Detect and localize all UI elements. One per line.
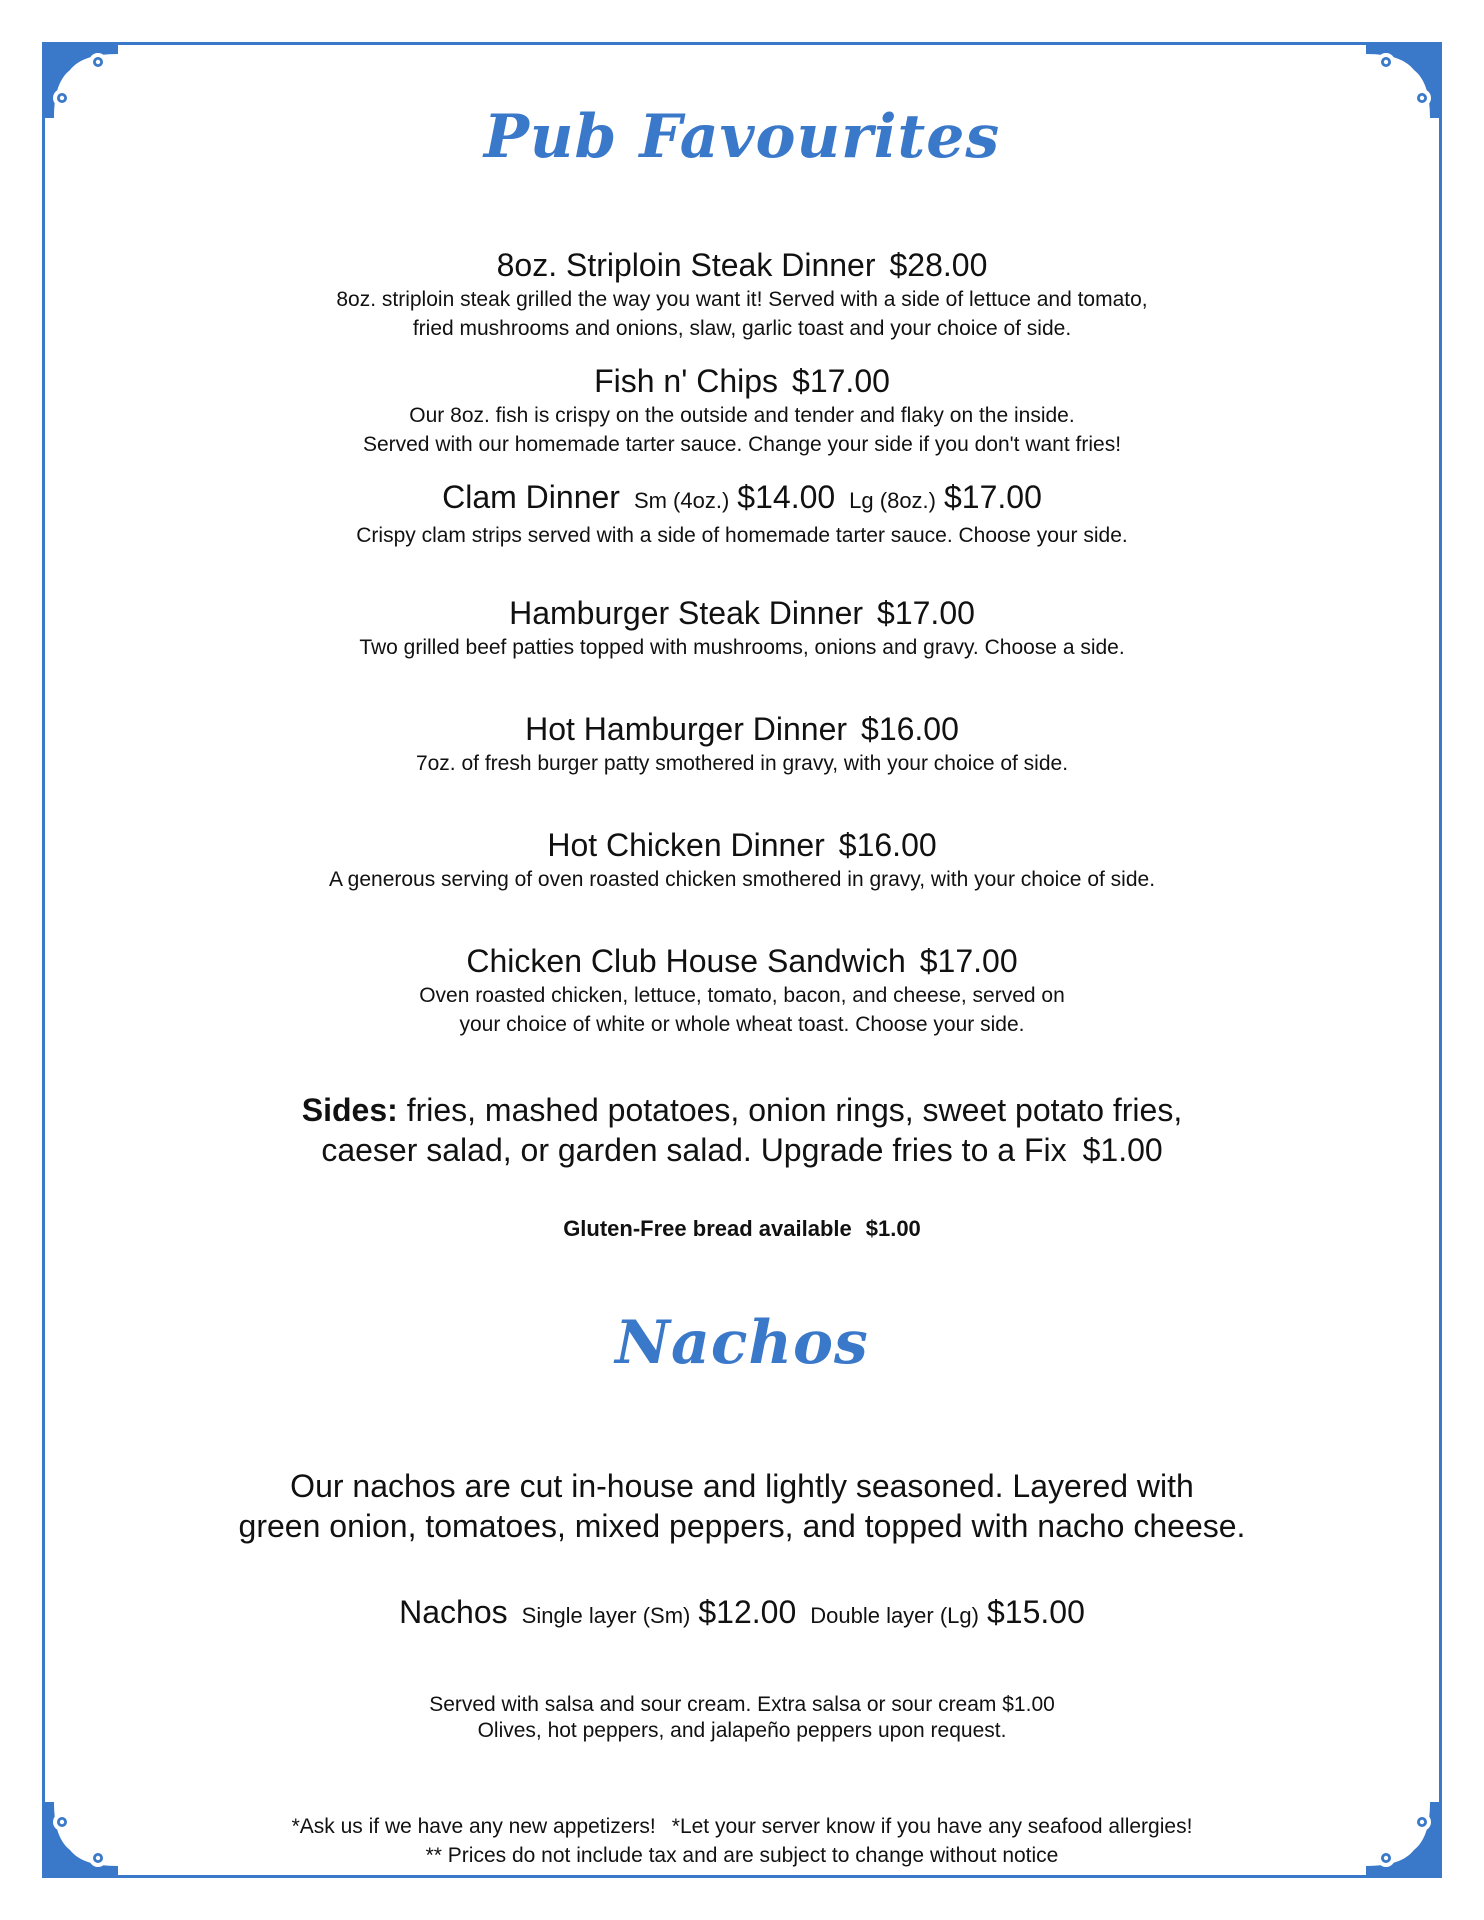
item-description: 8oz. striploin steak grilled the way you want it! Served with a side of lettuce and tomato, [336, 288, 1148, 311]
item-name-line [0, 362, 1484, 400]
item-price: $16.00 [838, 827, 937, 863]
sides-text: caeser salad, or garden salad. Upgrade fries to a Fix [321, 1132, 1067, 1168]
item-description: your choice of white or whole wheat toast. Choose your side. [459, 1013, 1025, 1036]
nachos-double-price: $15.00 [986, 1594, 1085, 1630]
sides-label: Sides: [301, 1092, 398, 1128]
size-label-double: Double layer (Lg) [810, 1603, 979, 1628]
item-price: $28.00 [889, 247, 988, 283]
footer-note: *Let your server know if you have any seafood allergies! [671, 1815, 1193, 1838]
gluten-free-text: Gluten-Free bread available [563, 1216, 852, 1241]
item-description: Our 8oz. fish is crispy on the outside and tender and flaky on the inside. [409, 404, 1075, 427]
item-name: Hot Hamburger Dinner [525, 711, 848, 747]
sides-block [0, 1090, 1484, 1170]
item-description: Two grilled beef patties topped with mushrooms, onions and gravy. Choose a side. [359, 636, 1125, 659]
item-name: 8oz. Striploin Steak Dinner [496, 247, 876, 283]
item-name: Chicken Club House Sandwich [466, 943, 906, 979]
size-label-sm: Sm (4oz.) [633, 488, 730, 513]
nachos-single-price: $12.00 [698, 1594, 797, 1630]
item-description: Crispy clam strips served with a side of homemade tarter sauce. Choose your side. [356, 524, 1128, 547]
item-description: Oven roasted chicken, lettuce, tomato, bacon, and cheese, served on [419, 984, 1065, 1007]
item-description: Served with our homemade tarter sauce. Change your side if you don't want fries! [362, 433, 1122, 456]
menu-item [0, 710, 1484, 777]
sides-line-1 [0, 1090, 1484, 1130]
section-title-nachos: Nachos [615, 1308, 869, 1378]
item-price-lg: $17.00 [944, 479, 1042, 515]
footer-line-1 [0, 1812, 1484, 1841]
item-description: A generous serving of oven roasted chicken smothered in gravy, with your choice of side. [328, 868, 1156, 891]
nachos-extras [0, 1692, 1484, 1744]
nachos-intro-line: green onion, tomatoes, mixed peppers, and topped with nacho cheese. [238, 1508, 1246, 1544]
item-price: $17.00 [919, 943, 1018, 979]
nachos-intro-line: Our nachos are cut in-house and lightly seasoned. Layered with [290, 1468, 1194, 1504]
section-title-pub-favourites: Pub Favourites [483, 102, 1001, 172]
gluten-free-price: $1.00 [865, 1216, 921, 1241]
sides-text: fries, mashed potatoes, onion rings, sweet potato fries, [406, 1092, 1183, 1128]
item-description: fried mushrooms and onions, slaw, garlic toast and your choice of side. [412, 317, 1072, 340]
item-name-line [0, 710, 1484, 748]
item-price-sm: $14.00 [737, 479, 836, 515]
item-name-line [0, 594, 1484, 632]
menu-item [0, 942, 1484, 1038]
footer-note: *Ask us if we have any new appetizers! [291, 1815, 656, 1838]
menu-item [0, 362, 1484, 458]
item-name-line [0, 246, 1484, 284]
sides-line-2 [0, 1130, 1484, 1170]
item-name: Hot Chicken Dinner [547, 827, 825, 863]
item-price: $17.00 [792, 363, 890, 399]
item-name: Hamburger Steak Dinner [509, 595, 864, 631]
menu-item [0, 478, 1484, 549]
item-price: $16.00 [861, 711, 959, 747]
menu-item [0, 246, 1484, 342]
nachos-extras-line: Served with salsa and sour cream. Extra salsa or sour cream $1.00 [429, 1693, 1055, 1716]
footer-line-2: ** Prices do not include tax and are subject to change without notice [425, 1844, 1059, 1867]
size-label-lg: Lg (8oz.) [849, 488, 936, 513]
item-name-line [0, 942, 1484, 980]
size-label-single: Single layer (Sm) [521, 1603, 691, 1628]
nachos-name: Nachos [399, 1594, 508, 1630]
nachos-extras-line: Olives, hot peppers, and jalapeño peppers upon request. [477, 1719, 1007, 1742]
item-name-line [0, 826, 1484, 864]
nachos-intro [0, 1466, 1484, 1546]
menu-item [0, 594, 1484, 661]
gluten-free-note [0, 1216, 1484, 1242]
item-name-line [0, 478, 1484, 520]
sides-price: $1.00 [1082, 1132, 1163, 1168]
footer-notes [0, 1812, 1484, 1870]
nachos-price-line [0, 1594, 1484, 1631]
menu-item [0, 826, 1484, 893]
item-description: 7oz. of fresh burger patty smothered in gravy, with your choice of side. [415, 752, 1069, 775]
item-name: Fish n' Chips [594, 363, 779, 399]
item-price: $17.00 [877, 595, 975, 631]
item-name: Clam Dinner [442, 479, 620, 515]
